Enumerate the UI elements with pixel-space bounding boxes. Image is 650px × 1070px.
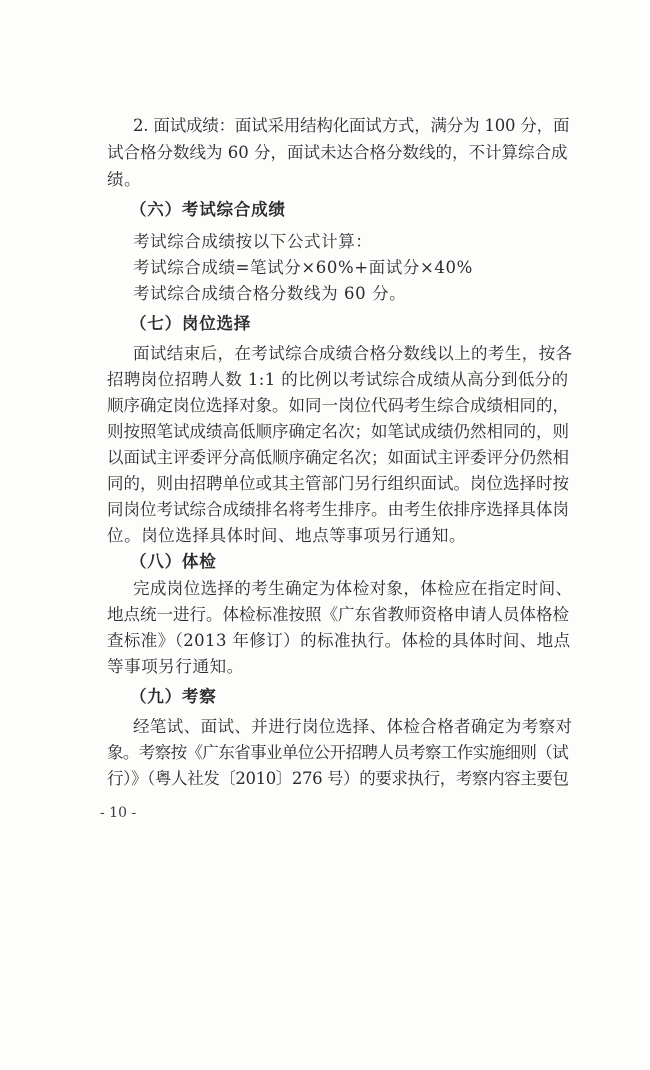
section-8-line-4: 等事项另行通知。 (107, 657, 244, 676)
section-7-line-4: 则按照笔试成绩高低顺序确定名次；如笔试成绩仍然相同的，则 (107, 422, 569, 441)
section-8-line-2: 地点统一进行。体检标准按照《广东省教师资格申请人员体格检 (107, 605, 569, 624)
section-9-heading: （九）考察 (130, 687, 217, 706)
section-9-line-1: 经笔试、面试、并进行岗位选择、体检合格者确定为考察对 (133, 717, 573, 736)
section-7-line-1: 面试结束后，在考试综合成绩合格分数线以上的考生，按各 (133, 344, 573, 363)
section-8-line-1: 完成岗位选择的考生确定为体检对象，体检应在指定时间、 (133, 579, 573, 598)
section-6-heading: （六）考试综合成绩 (130, 200, 286, 219)
section-7-heading: （七）岗位选择 (130, 314, 252, 333)
section-8-line-3: 查标准》（2013 年修订）的标准执行。体检的具体时间、地点 (107, 631, 571, 650)
page-number: - 10 - (100, 805, 137, 821)
section-7-line-2: 招聘岗位招聘人数 1:1 的比例以考试综合成绩从高分到低分的 (107, 370, 569, 389)
section-9-line-2: 象。考察按《广东省事业单位公开招聘人员考察工作实施细则（试 (107, 743, 569, 762)
section-6-line-3: 考试综合成绩合格分数线为 60 分。 (133, 284, 407, 303)
section-9-line-3: 行）》（粤人社发〔2010〕276 号）的要求执行，考察内容主要包 (107, 769, 569, 788)
section-6-line-2: 考试综合成绩=笔试分×60%+面试分×40% (133, 258, 473, 277)
section-7-line-7: 同岗位考试综合成绩排名将考生排序。由考生依排序选择具体岗 (107, 500, 569, 519)
section-7-line-3: 顺序确定岗位选择对象。如同一岗位代码考生综合成绩相同的， (107, 396, 569, 415)
section-7-line-8: 位。岗位选择具体时间、地点等事项另行通知。 (107, 526, 467, 545)
interview-score-line-2: 试合格分数线为 60 分，面试未达合格分数线的，不计算综合成 (107, 143, 568, 162)
interview-score-line-3: 绩。 (107, 170, 142, 189)
interview-score-line-1: 2. 面试成绩：面试采用结构化面试方式，满分为 100 分，面 (133, 116, 570, 135)
section-8-heading: （八）体检 (130, 552, 217, 571)
section-6-line-1: 考试综合成绩按以下公式计算： (133, 232, 373, 251)
section-7-line-5: 以面试主评委评分高低顺序确定名次；如面试主评委评分仍然相 (107, 448, 569, 467)
section-7-line-6: 同的，则由招聘单位或其主管部门另行组织面试。岗位选择时按 (107, 474, 569, 493)
